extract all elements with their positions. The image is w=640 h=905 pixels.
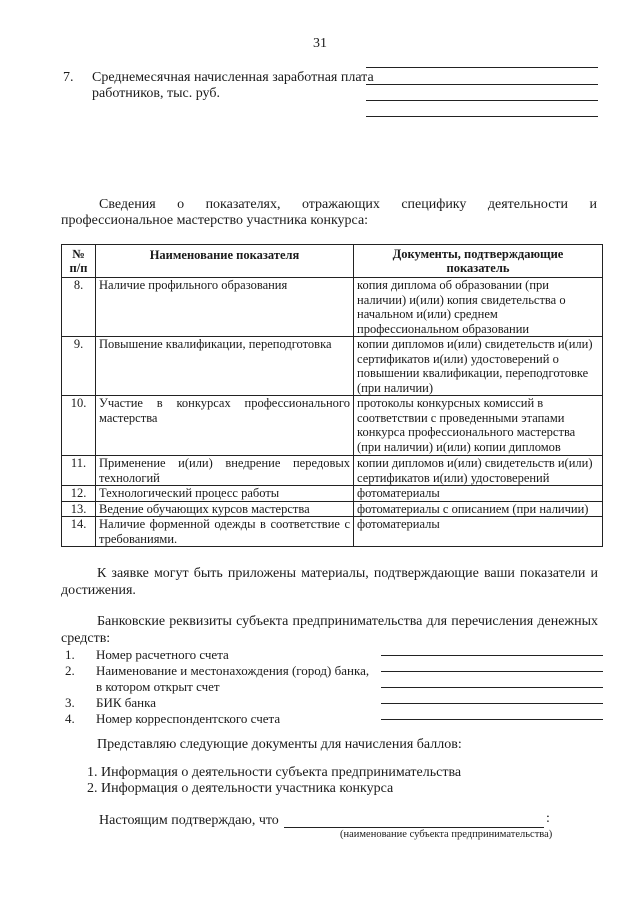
header-num: [62, 245, 96, 278]
row-docs: фотоматериалы с описанием (при наличии): [354, 501, 603, 517]
row-name: Участие в конкурсах профессионального мастерства: [96, 396, 354, 456]
row-docs: фотоматериалы: [354, 517, 603, 547]
row-num: 8.: [62, 278, 96, 337]
item7-number: 7.: [63, 70, 74, 85]
account-number-field[interactable]: [381, 655, 603, 656]
header-num-line2: п/п: [69, 261, 88, 275]
row-docs: фотоматериалы: [354, 486, 603, 502]
bank-name-field[interactable]: [381, 671, 603, 672]
table-row: [62, 501, 603, 517]
item7-label-line2: работников, тыс. руб.: [92, 86, 220, 101]
row-docs: копии дипломов и(или) свидетельств и(или) сертификатов и(или) удостоверений о повышении квалификации, переподготовке (при наличии): [354, 337, 603, 396]
bik-field[interactable]: [381, 703, 603, 704]
item7-fill-line-2[interactable]: [366, 84, 598, 85]
intro-line1: [99, 197, 597, 213]
bank-item-4-num: 4.: [65, 711, 75, 726]
header-docs: [354, 245, 603, 278]
confirm-label: Настоящим подтверждаю, что: [99, 813, 279, 828]
header-num-line1: №: [72, 246, 85, 261]
item7-fill-line-4[interactable]: [366, 116, 598, 117]
row-name: Наличие профильного образования: [96, 278, 354, 337]
intro-word: и: [589, 197, 597, 212]
bank-name-field-line2[interactable]: [381, 687, 603, 688]
bank-item-2-num: 2.: [65, 663, 75, 678]
row-docs: копия диплома об образовании (при наличии) и(или) копия свидетельства о начальном и(или) среднем профессиональном образовании: [354, 278, 603, 337]
row-num: 9.: [62, 337, 96, 396]
header-docs-line2: показатель: [446, 261, 510, 275]
row-num: 13.: [62, 501, 96, 517]
docs-intro: Представляю следующие документы для начисления баллов:: [97, 737, 462, 752]
bank-item-1-label: Номер расчетного счета: [96, 647, 229, 662]
bank-item-4-label: Номер корреспондентского счета: [96, 711, 281, 726]
intro-line2: профессиональное мастерство участника конкурса:: [61, 213, 369, 228]
indicators-table: [61, 244, 603, 547]
bank-item-3-label: БИК банка: [96, 695, 157, 710]
table-row: [62, 337, 603, 396]
bank-item-2-label: Наименование и местонахождения (город) банка,: [96, 663, 370, 678]
row-num: 10.: [62, 396, 96, 456]
intro-word: специфику: [401, 197, 467, 212]
row-num: 11.: [62, 456, 96, 486]
table-row: [62, 456, 603, 486]
row-num: 12.: [62, 486, 96, 502]
header-name: Наименование показателя: [96, 245, 354, 278]
bank-item-2-label-line2: в котором открыт счет: [96, 679, 220, 694]
intro-word: показателях,: [205, 197, 281, 212]
intro-word: деятельности: [487, 197, 569, 212]
corr-account-field[interactable]: [381, 719, 603, 720]
page-number: 31: [313, 36, 327, 51]
row-docs: копии дипломов и(или) свидетельств и(или) сертификатов и(или) удостоверений: [354, 456, 603, 486]
item7-fill-line-3[interactable]: [366, 100, 598, 101]
table-header-row: [62, 245, 603, 278]
row-name: Повышение квалификации, переподготовка: [96, 337, 354, 396]
row-name: Применение и(или) внедрение передовых технологий: [96, 456, 354, 486]
docs-list-item-1: 1. Информация о деятельности субъекта предпринимательства: [87, 765, 462, 780]
header-docs-line1: Документы, подтверждающие: [392, 246, 564, 261]
intro-word: Сведения: [99, 197, 156, 212]
row-num: 14.: [62, 517, 96, 547]
confirm-colon: :: [546, 811, 550, 826]
intro-word: о: [177, 197, 185, 212]
row-name: Ведение обучающих курсов мастерства: [96, 501, 354, 517]
subject-name-caption: (наименование субъекта предпринимательства): [340, 829, 553, 840]
item7-label-line1: Среднемесячная начисленная заработная плата: [92, 70, 374, 85]
bank-item-1-num: 1.: [65, 647, 75, 662]
bank-intro: Банковские реквизиты субъекта предпринимательства для перечисления денежных средств:: [61, 614, 598, 646]
subject-name-field[interactable]: [284, 827, 544, 828]
bank-item-3-num: 3.: [65, 695, 75, 710]
intro-word: отражающих: [301, 197, 380, 212]
table-row: [62, 278, 603, 337]
row-name: Технологический процесс работы: [96, 486, 354, 502]
attach-note: К заявке могут быть приложены материалы, подтверждающие ваши показатели и достижения.: [61, 566, 598, 598]
docs-list-item-2: 2. Информация о деятельности участника конкурса: [87, 781, 394, 796]
item7-fill-line-1[interactable]: [366, 67, 598, 68]
row-name: Наличие форменной одежды в соответствие с требованиями.: [96, 517, 354, 547]
table-row: [62, 396, 603, 456]
row-docs: протоколы конкурсных комиссий в соответствии с проведенными этапами конкурса профессионального мастерства (при наличии) и(или) копии дипломов: [354, 396, 603, 456]
table-row: [62, 486, 603, 502]
table-row: [62, 517, 603, 547]
